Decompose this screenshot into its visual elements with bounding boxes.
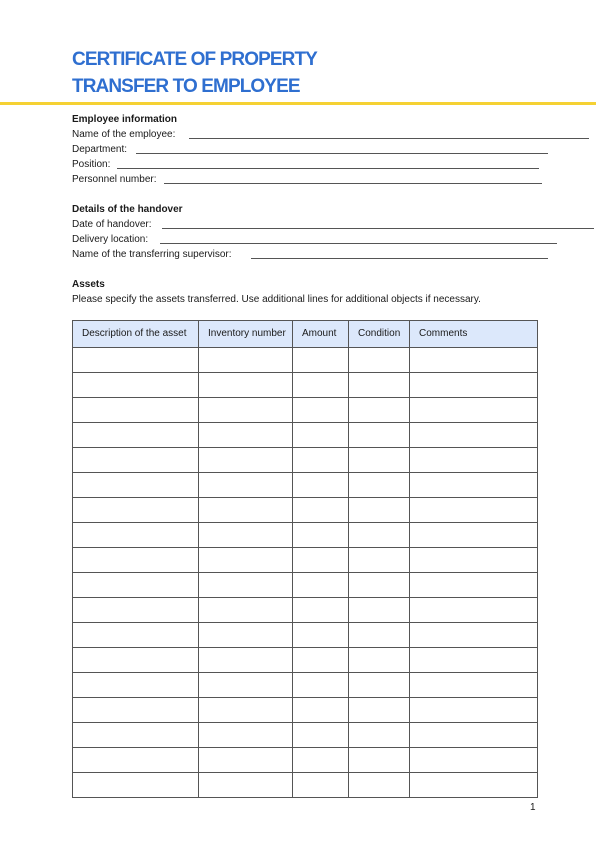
cell-comments[interactable] [410, 698, 538, 723]
cell-description[interactable] [73, 773, 199, 798]
cell-description[interactable] [73, 748, 199, 773]
cell-description[interactable] [73, 673, 199, 698]
title-line-2: TRANSFER TO EMPLOYEE [72, 76, 300, 97]
cell-inventory-number[interactable] [199, 723, 293, 748]
cell-comments[interactable] [410, 623, 538, 648]
cell-inventory-number[interactable] [199, 698, 293, 723]
cell-amount[interactable] [293, 548, 349, 573]
cell-inventory-number[interactable] [199, 448, 293, 473]
table-row [73, 498, 538, 523]
cell-amount[interactable] [293, 498, 349, 523]
cell-inventory-number[interactable] [199, 548, 293, 573]
cell-inventory-number[interactable] [199, 773, 293, 798]
position-field[interactable] [117, 168, 539, 169]
column-condition: Condition [349, 321, 410, 348]
cell-amount[interactable] [293, 723, 349, 748]
cell-comments[interactable] [410, 773, 538, 798]
table-row [73, 648, 538, 673]
cell-comments[interactable] [410, 598, 538, 623]
cell-amount[interactable] [293, 373, 349, 398]
cell-amount[interactable] [293, 473, 349, 498]
handover-section [72, 202, 596, 262]
cell-amount[interactable] [293, 598, 349, 623]
column-amount: Amount [293, 321, 349, 348]
table-row [73, 598, 538, 623]
supervisor-label: Name of the transferring supervisor: [72, 249, 232, 260]
cell-condition[interactable] [349, 573, 410, 598]
cell-condition[interactable] [349, 773, 410, 798]
table-row [73, 448, 538, 473]
cell-inventory-number[interactable] [199, 623, 293, 648]
cell-amount[interactable] [293, 748, 349, 773]
cell-description[interactable] [73, 448, 199, 473]
cell-comments[interactable] [410, 648, 538, 673]
table-row [73, 423, 538, 448]
table-row [73, 348, 538, 373]
cell-condition[interactable] [349, 423, 410, 448]
cell-description[interactable] [73, 523, 199, 548]
cell-description[interactable] [73, 473, 199, 498]
cell-inventory-number[interactable] [199, 398, 293, 423]
handover-heading: Details of the handover [72, 204, 183, 215]
cell-condition[interactable] [349, 398, 410, 423]
cell-comments[interactable] [410, 498, 538, 523]
column-comments: Comments [410, 321, 538, 348]
cell-amount[interactable] [293, 348, 349, 373]
cell-inventory-number[interactable] [199, 373, 293, 398]
cell-condition[interactable] [349, 523, 410, 548]
table-row [73, 623, 538, 648]
table-row [73, 473, 538, 498]
cell-condition[interactable] [349, 673, 410, 698]
assets-section [72, 277, 552, 307]
cell-amount[interactable] [293, 673, 349, 698]
cell-inventory-number[interactable] [199, 748, 293, 773]
delivery-location-row [72, 232, 596, 247]
cell-amount[interactable] [293, 423, 349, 448]
table-row [73, 548, 538, 573]
document-title [72, 46, 532, 100]
personnel-number-field[interactable] [164, 183, 542, 184]
table-row [73, 573, 538, 598]
cell-amount[interactable] [293, 448, 349, 473]
cell-amount[interactable] [293, 773, 349, 798]
cell-amount[interactable] [293, 648, 349, 673]
delivery-location-field[interactable] [160, 243, 557, 244]
table-row [73, 748, 538, 773]
cell-inventory-number[interactable] [199, 673, 293, 698]
delivery-location-label: Delivery location: [72, 234, 149, 245]
cell-condition[interactable] [349, 648, 410, 673]
page-number: 1 [530, 802, 536, 813]
table-row [73, 373, 538, 398]
handover-date-field[interactable] [162, 228, 594, 229]
cell-description[interactable] [73, 348, 199, 373]
column-inventory-number: Inventory number [199, 321, 293, 348]
title-line-1: CERTIFICATE OF PROPERTY [72, 49, 317, 70]
table-row [73, 698, 538, 723]
cell-inventory-number[interactable] [199, 648, 293, 673]
cell-inventory-number[interactable] [199, 348, 293, 373]
employee-name-field[interactable] [189, 138, 589, 139]
cell-description[interactable] [73, 623, 199, 648]
title-divider [0, 102, 596, 105]
cell-comments[interactable] [410, 423, 538, 448]
cell-amount[interactable] [293, 523, 349, 548]
cell-description[interactable] [73, 598, 199, 623]
cell-amount[interactable] [293, 398, 349, 423]
cell-inventory-number[interactable] [199, 573, 293, 598]
cell-condition[interactable] [349, 723, 410, 748]
cell-description[interactable] [73, 548, 199, 573]
assets-instructions: Please specify the assets transferred. Use additional lines for additional objects if necessary. [72, 294, 481, 305]
cell-description[interactable] [73, 648, 199, 673]
cell-amount[interactable] [293, 698, 349, 723]
cell-condition[interactable] [349, 698, 410, 723]
cell-amount[interactable] [293, 623, 349, 648]
cell-condition[interactable] [349, 373, 410, 398]
position-row [72, 157, 592, 172]
cell-comments[interactable] [410, 523, 538, 548]
cell-comments[interactable] [410, 573, 538, 598]
table-row [73, 398, 538, 423]
employee-name-label: Name of the employee: [72, 129, 176, 140]
cell-condition[interactable] [349, 623, 410, 648]
cell-amount[interactable] [293, 573, 349, 598]
table-row [73, 723, 538, 748]
cell-condition[interactable] [349, 448, 410, 473]
table-row [73, 773, 538, 798]
supervisor-field[interactable] [251, 258, 548, 259]
cell-condition[interactable] [349, 548, 410, 573]
cell-comments[interactable] [410, 348, 538, 373]
table-row [73, 673, 538, 698]
cell-comments[interactable] [410, 673, 538, 698]
cell-condition[interactable] [349, 598, 410, 623]
assets-table [72, 320, 538, 798]
cell-comments[interactable] [410, 448, 538, 473]
cell-comments[interactable] [410, 748, 538, 773]
handover-date-label: Date of handover: [72, 219, 152, 230]
employee-name-row [72, 127, 592, 142]
department-field[interactable] [136, 153, 548, 154]
cell-comments[interactable] [410, 548, 538, 573]
position-label: Position: [72, 159, 111, 170]
cell-description[interactable] [73, 723, 199, 748]
cell-condition[interactable] [349, 498, 410, 523]
cell-inventory-number[interactable] [199, 598, 293, 623]
column-description: Description of the asset [73, 321, 199, 348]
employee-section [72, 112, 592, 187]
cell-description[interactable] [73, 698, 199, 723]
cell-inventory-number[interactable] [199, 423, 293, 448]
cell-description[interactable] [73, 423, 199, 448]
cell-condition[interactable] [349, 473, 410, 498]
cell-comments[interactable] [410, 723, 538, 748]
personnel-number-label: Personnel number: [72, 174, 157, 185]
department-row [72, 142, 592, 157]
cell-condition[interactable] [349, 348, 410, 373]
cell-description[interactable] [73, 398, 199, 423]
supervisor-row [72, 247, 596, 262]
cell-description[interactable] [73, 373, 199, 398]
handover-date-row [72, 217, 596, 232]
assets-table-header [73, 321, 538, 348]
personnel-number-row [72, 172, 592, 187]
employee-heading: Employee information [72, 114, 178, 125]
assets-heading: Assets [72, 279, 105, 290]
cell-condition[interactable] [349, 748, 410, 773]
cell-inventory-number[interactable] [199, 498, 293, 523]
cell-description[interactable] [73, 573, 199, 598]
table-row [73, 523, 538, 548]
cell-inventory-number[interactable] [199, 473, 293, 498]
department-label: Department: [72, 144, 128, 155]
cell-comments[interactable] [410, 398, 538, 423]
cell-description[interactable] [73, 498, 199, 523]
cell-comments[interactable] [410, 373, 538, 398]
cell-inventory-number[interactable] [199, 523, 293, 548]
cell-comments[interactable] [410, 473, 538, 498]
